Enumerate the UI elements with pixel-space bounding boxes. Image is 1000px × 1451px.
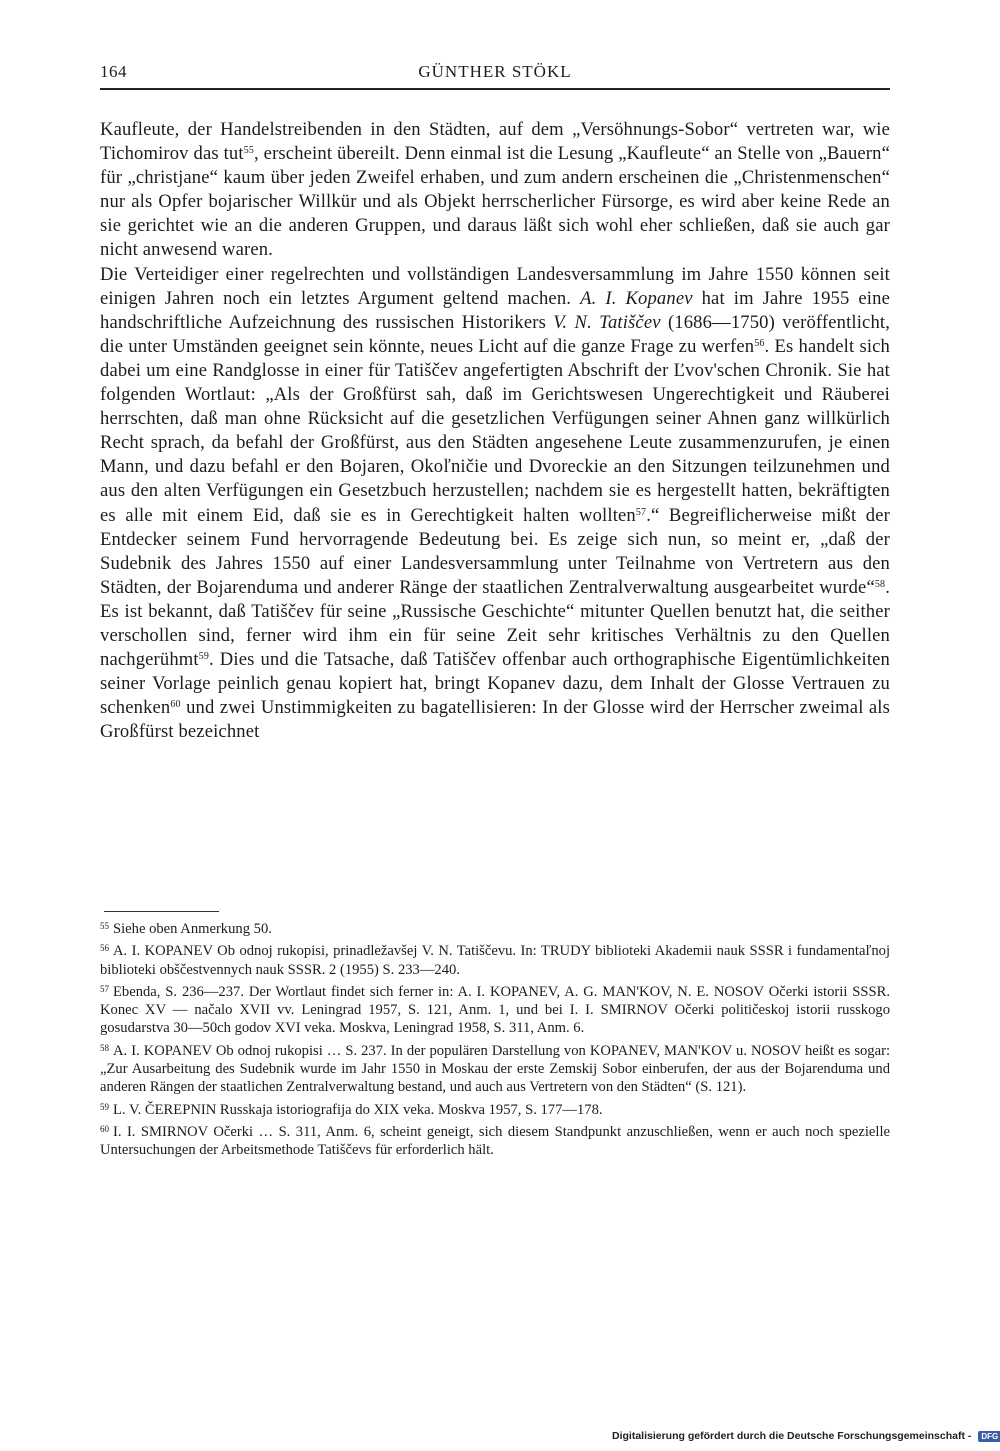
text-run: und zwei Unstimmigkeiten zu bagatellisieren: In der Glosse wird der Herrscher zweimal als Großfürst bezeichnet [100, 697, 890, 743]
footnote-separator [104, 911, 219, 912]
footnote-reference: 60 [170, 699, 181, 711]
text-run: . Es handelt sich dabei um eine Randglosse in einer für Tatiščev angefertigten Abschrift der Ľvov'schen Chronik. Sie hat folgenden Wortlaut: „Als der Großfürst sah, daß im Gerichtswesen Ungerechtigkeit und Räuberei herrschten, daß man ohne Rücksicht auf die gesetzlichen Verfügungen seiner Ahnen ganz willkürlich Recht sprach, da befahl der Großfürst, aus den Städten angesehene Leute zusammenzurufen, je einen Mann, und dazu befahl er den Bojaren, Okoľničie und Dvoreckie an den Sitzungen teilzunehmen und aus den alten Verfügungen ein Gesetzbuch herzustellen; nachdem sie es hergestellt hatten, bekräftigten es alle mit einem Eid, daß sie es in Gerechtigkeit halten wollten [100, 335, 891, 526]
page-number: 164 [100, 62, 127, 81]
body-paragraph [100, 263, 890, 745]
footnote-number: 57 [100, 983, 109, 994]
footnote [100, 983, 890, 1038]
footnote-text: Siehe oben Anmerkung 50. [113, 921, 272, 937]
main-text [100, 118, 890, 744]
running-head-author: GÜNTHER STÖKL [418, 62, 572, 81]
body-paragraph [100, 118, 890, 263]
footnotes [100, 920, 890, 1164]
text-run: .“ Begreiflicherweise mißt der Entdecker seinem Fund hervorragende Bedeutung bei. Es zeige sich nun, so meint er, „daß der Sudebnik des Jahres 1550 auf einer Landesversammlung unter Teilnahme von Vertretern aus den Städten, der Bojarenduma und anderer Ränge der staatlichen Zentralverwaltung ausgearbeitet wurde“ [100, 504, 890, 598]
footnote-text: A. I. KOPANEV Ob odnoj rukopisi, prinadležavšej V. N. Tatiščevu. In: TRUDY biblioteki Akademii nauk SSSR i fundamentaľnoj biblioteki obščestvennych nauk SSSR. 2 (1955) S. 233—240. [100, 943, 890, 978]
footnote [100, 1101, 890, 1119]
footnote-number: 55 [100, 921, 109, 931]
footnote-number: 60 [100, 1123, 109, 1134]
footnote-number: 58 [100, 1042, 109, 1053]
footnote-number: 56 [100, 943, 109, 954]
text-run: . Dies und die Tatsache, daß Tatiščev offenbar auch orthographische Eigentümlichkeiten seiner Vorlage peinlich genau kopiert hat, bringt Kopanev dazu, dem Inhalt der Glosse Vertrauen zu schenken [100, 649, 890, 719]
text-run: . Es ist bekannt, daß Tatiščev für seine „Russische Geschichte“ mitunter Quellen benutzt hat, die seither verschollen sind, ferner wird ihm ein für seine Zeit sehr kritisches Verhältnis zu den Quellen nachgerühmt [100, 576, 890, 671]
credit-text: Digitalisierung gefördert durch die Deutsche Forschungsgemeinschaft - [612, 1430, 972, 1442]
running-header [100, 62, 890, 86]
footnote-text: I. I. SMIRNOV Očerki … S. 311, Anm. 6, scheint geneigt, sich diesem Standpunkt anzuschließen, wenn er auch noch spezielle Untersuchungen der Arbeitsmethode Tatiščevs für erforderlich hält. [100, 1123, 890, 1159]
footnote-text: L. V. ČEREPNIN Russkaja istoriografija do XIX veka. Moskva 1957, S. 177—178. [113, 1101, 603, 1118]
footnote [100, 1123, 890, 1160]
footnote-text: Ebenda, S. 236—237. Der Wortlaut findet sich ferner in: A. I. KOPANEV, A. G. MAN'KOV, N. E. NOSOV Očerki istorii SSSR. Konec XV — načalo XVII vv. Leningrad 1957, S. 121, Anm. 1, und bei I. I. SMIRNOV Očerki političeskoj istorii russkogo gosudarstva 30—50ch godov XVI veka. Moskva, Leningrad 1958, S. 311, Anm. 6. [100, 983, 890, 1037]
dfg-logo: DFG [978, 1431, 1000, 1442]
digitization-credit [612, 1430, 1000, 1446]
footnote-reference: 57 [635, 506, 647, 518]
header-rule [100, 88, 890, 90]
footnote-reference: 59 [198, 651, 210, 663]
footnote [100, 942, 890, 979]
footnote-reference: 56 [754, 337, 765, 349]
footnote-number: 59 [100, 1101, 109, 1112]
footnote-reference: 55 [243, 145, 254, 157]
footnote-text: A. I. KOPANEV Ob odnoj rukopisi … S. 237. In der populären Darstellung von KOPANEV, MAN'KOV u. NOSOV heißt es sogar: „Zur Ausarbeitung des Sudebnik wurde im Jahr 1550 in Moskau der erste Zemskij Sobor einberufen, der aus der Bojarenduma und anderen Rängen der staatlichen Zentralverwaltung bestand, und auch aus Vertretern von den Städten“ (S. 121). [100, 1042, 890, 1096]
footnote [100, 1042, 890, 1097]
footnote-reference: 58 [874, 578, 886, 590]
text-run: (1686—1750) veröffentlicht, die unter Umständen geeignet sein könnte, neues Licht auf die ganze Frage zu werfen [100, 311, 891, 357]
text-run: Kaufleute, der Handelstreibenden in den Städten, auf dem „Versöhnungs-Sobor“ vertreten war, wie Tichomirov das tut [100, 119, 890, 165]
author-name: V. N. Tatiščev [553, 311, 661, 333]
footnote [100, 920, 890, 938]
text-run: , erscheint übereilt. Denn einmal ist die Lesung „Kaufleute“ an Stelle von „Bauern“ für „christjane“ kaum über jeden Zweifel erhaben, und zum andern erscheinen die „Christenmenschen“ nur als Opfer bojarischer Willkür und als Objekt herrscherlicher Fürsorge, es wird aber keine Rede an sie gerichtet wie an die anderen Gruppen, und daraus läßt sich wohl eher schließen, daß sie auch gar nicht anwesend waren. [100, 143, 890, 261]
author-name: A. I. Kopanev [580, 287, 693, 309]
text-run: hat im Jahre 1955 eine handschriftliche Aufzeichnung des russischen Historikers [100, 287, 890, 333]
text-run: Die Verteidiger einer regelrechten und vollständigen Landesversammlung im Jahre 1550 können seit einigen Jahren noch ein letztes Argument geltend machen. [100, 263, 890, 309]
